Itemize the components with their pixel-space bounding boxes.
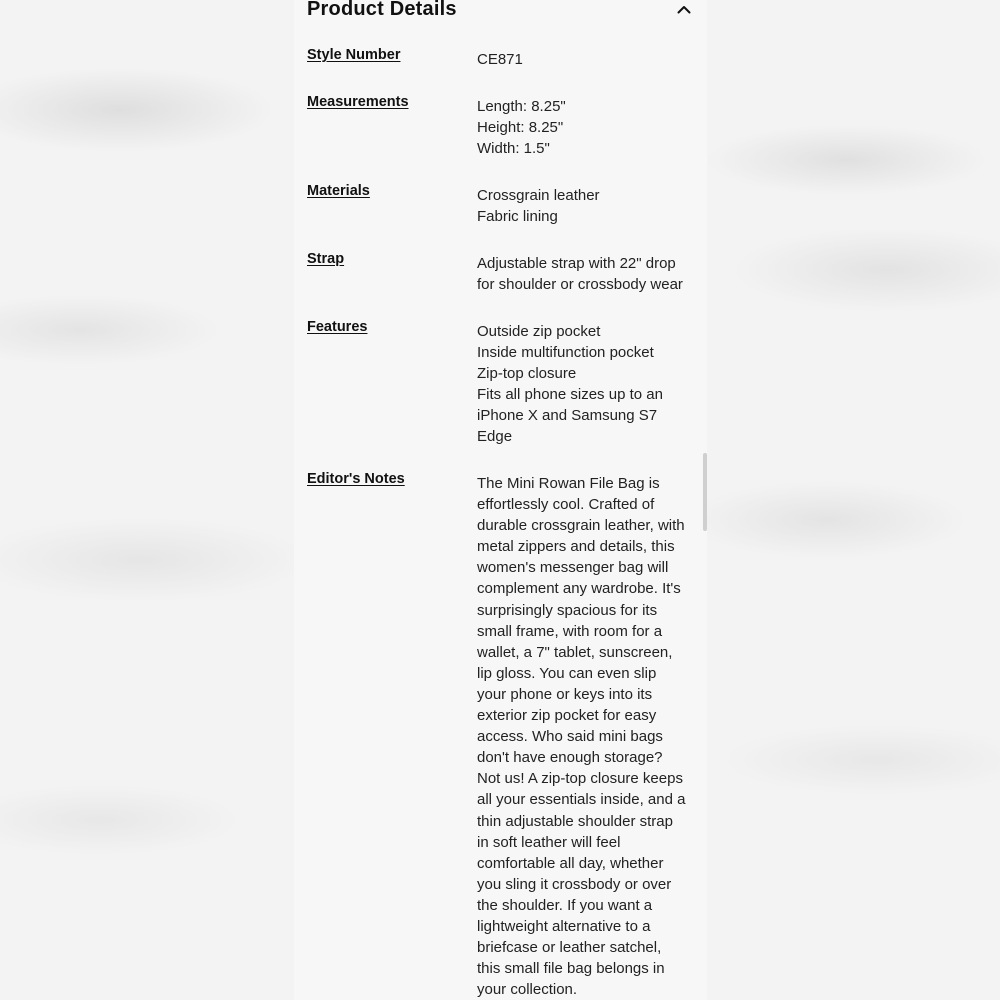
detail-value bbox=[477, 96, 699, 159]
detail-value-line: Width: 1.5" bbox=[477, 140, 550, 158]
detail-value-line: complement any wardrobe. It's bbox=[477, 580, 681, 598]
background-right bbox=[707, 0, 1000, 1000]
detail-value-line: iPhone X and Samsung S7 bbox=[477, 407, 658, 425]
detail-value-line: wallet, a 7" tablet, sunscreen, bbox=[477, 643, 673, 661]
detail-value-line: your phone or keys into its bbox=[477, 685, 653, 703]
product-details-panel bbox=[294, 0, 707, 1000]
detail-value-line: all your essentials inside, and a bbox=[477, 791, 686, 809]
background-left bbox=[0, 0, 294, 1000]
detail-value-line: Fabric lining bbox=[477, 208, 558, 226]
detail-label: Strap bbox=[307, 251, 345, 267]
detail-label: Measurements bbox=[307, 94, 409, 110]
detail-value-line: Edge bbox=[477, 428, 513, 446]
detail-value-line: Length: 8.25" bbox=[477, 98, 566, 115]
detail-value-line: CE871 bbox=[477, 51, 523, 68]
detail-value-line: women's messenger bag will bbox=[477, 559, 669, 577]
detail-value-line: metal zippers and details, this bbox=[477, 538, 675, 556]
detail-label: Style Number bbox=[307, 47, 401, 63]
detail-label: Features bbox=[307, 319, 368, 335]
detail-value-line: The Mini Rowan File Bag is bbox=[477, 475, 660, 492]
detail-value-line: this small file bag belongs in bbox=[477, 960, 665, 978]
section-title: Product Details bbox=[307, 0, 457, 20]
detail-value-line: your collection. bbox=[477, 981, 578, 999]
detail-value-line: briefcase or leather satchel, bbox=[477, 939, 662, 957]
detail-value-line: lightweight alternative to a bbox=[477, 917, 651, 935]
detail-value-line: lip gloss. You can even slip bbox=[477, 664, 657, 682]
detail-value-line: Adjustable strap with 22" drop bbox=[477, 255, 676, 272]
detail-value-line: durable crossgrain leather, with bbox=[477, 517, 685, 535]
chevron-up-icon[interactable] bbox=[676, 1, 692, 17]
detail-value-line: Not us! A zip-top closure keeps bbox=[477, 770, 683, 788]
detail-value-line: effortlessly cool. Crafted of bbox=[477, 496, 655, 514]
detail-value-line: Height: 8.25" bbox=[477, 119, 564, 137]
detail-value-line: exterior zip pocket for easy bbox=[477, 707, 657, 725]
detail-value bbox=[477, 185, 699, 227]
product-details-header[interactable] bbox=[307, 0, 692, 24]
editors-notes-text bbox=[477, 473, 699, 1000]
detail-value bbox=[477, 49, 699, 70]
detail-value-line: Outside zip pocket bbox=[477, 323, 601, 340]
detail-value-line: access. Who said mini bags bbox=[477, 728, 663, 746]
detail-value-line: small frame, with room for a bbox=[477, 622, 663, 640]
detail-value-line: don't have enough storage? bbox=[477, 749, 663, 767]
detail-label: Editor's Notes bbox=[307, 471, 405, 487]
detail-value bbox=[477, 321, 699, 448]
detail-label: Materials bbox=[307, 183, 370, 199]
detail-value-line: Fits all phone sizes up to an bbox=[477, 386, 663, 404]
detail-value-line: you sling it crossbody or over bbox=[477, 875, 672, 893]
detail-value-line: comfortable all day, whether bbox=[477, 854, 664, 872]
detail-value-line: in soft leather will feel bbox=[477, 833, 621, 851]
detail-value-line: Crossgrain leather bbox=[477, 187, 600, 204]
detail-value-line: surprisingly spacious for its bbox=[477, 601, 658, 619]
detail-value-line: the shoulder. If you want a bbox=[477, 896, 653, 914]
detail-value bbox=[477, 253, 699, 295]
scrollbar-thumb[interactable] bbox=[703, 453, 707, 531]
detail-value-line: Zip-top closure bbox=[477, 365, 577, 383]
detail-value-line: thin adjustable shoulder strap bbox=[477, 812, 673, 830]
detail-value-line: for shoulder or crossbody wear bbox=[477, 276, 683, 294]
detail-value-line: Inside multifunction pocket bbox=[477, 344, 654, 362]
